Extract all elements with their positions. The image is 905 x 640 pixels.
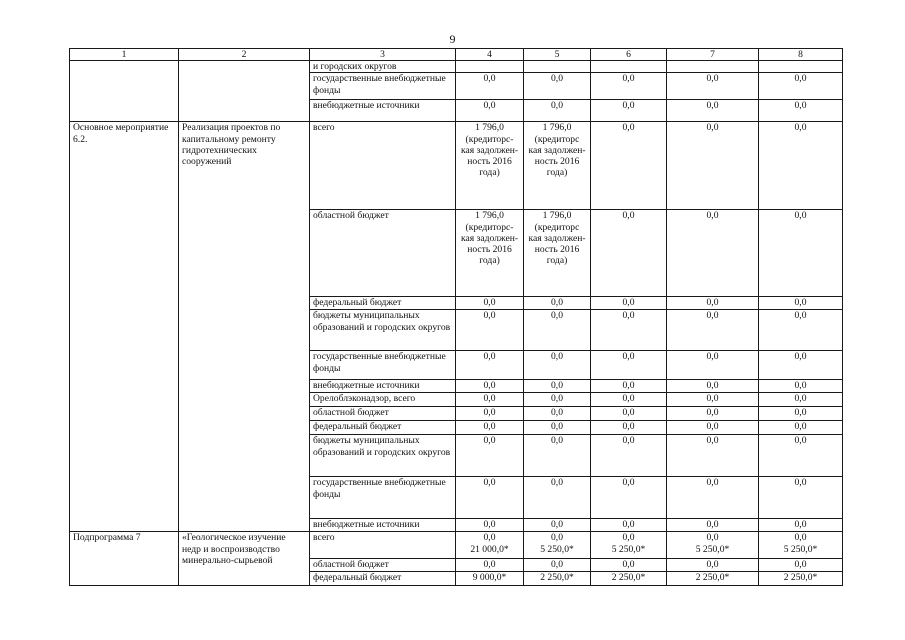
value-line: 0,0	[622, 532, 635, 544]
value-cell	[759, 532, 843, 559]
value-cell: 0,0	[591, 73, 667, 100]
value-cell: 0,0	[759, 559, 843, 572]
value-cell: 0,0	[591, 100, 667, 122]
header-cell: 8	[759, 49, 843, 61]
value-cell: 0,0	[591, 477, 667, 519]
value-cell: 0,0	[667, 210, 759, 297]
value-cell	[759, 61, 843, 73]
value-cell: 0,0	[759, 210, 843, 297]
value-cell: 0,0	[667, 435, 759, 477]
value-cell: 0,0	[759, 297, 843, 310]
funding-source-cell: областной бюджет	[310, 559, 456, 572]
value-cell: 2 250,0*	[667, 572, 759, 586]
activity-name-cell: «Геологическое изучение недр и воспроизводство минерально-сырьевой	[179, 532, 310, 586]
value-cell	[667, 532, 759, 559]
value-cell: 0,0	[667, 297, 759, 310]
value-cell: 0,0	[524, 421, 591, 435]
value-cell: 0,0	[667, 519, 759, 532]
value-cell: 0,0	[759, 393, 843, 407]
value-cell: 0,0	[591, 519, 667, 532]
value-cell: 0,0	[591, 407, 667, 421]
value-cell: 0,0	[456, 380, 524, 393]
value-line: 0,0	[551, 532, 563, 544]
funding-source-cell: государственные внебюджетные фонды	[310, 477, 456, 519]
value-cell: 0,0	[591, 310, 667, 351]
value-cell: 0,0	[456, 559, 524, 572]
value-cell: 0,0	[456, 407, 524, 421]
funding-source-cell: федеральный бюджет	[310, 421, 456, 435]
value-cell: 0,0	[456, 100, 524, 122]
value-cell: 0,0	[456, 393, 524, 407]
funding-source-cell: федеральный бюджет	[310, 572, 456, 586]
funding-source-cell: бюджеты муниципальных образований и городских округов	[310, 435, 456, 477]
value-cell: 0,0	[759, 73, 843, 100]
value-line: 0,0	[483, 532, 496, 544]
header-cell: 6	[591, 49, 667, 61]
funding-source-cell: всего	[310, 122, 456, 210]
value-cell: 0,0	[759, 122, 843, 210]
value-cell: 2 250,0*	[524, 572, 591, 586]
value-cell: 0,0	[759, 310, 843, 351]
value-cell: 0,0	[524, 393, 591, 407]
value-cell: 0,0	[456, 351, 524, 380]
value-cell: 0,0	[759, 100, 843, 122]
value-cell: 0,0	[667, 351, 759, 380]
activity-cell: Подпрограмма 7	[70, 532, 179, 586]
value-line: 5 250,0*	[783, 543, 818, 555]
value-line: 21 000,0*	[470, 543, 509, 555]
value-cell: 0,0	[591, 559, 667, 572]
funding-source-cell: Орелоблэконадзор, всего	[310, 393, 456, 407]
activity-cell: Основное мероприятие 6.2.	[70, 122, 179, 532]
value-cell: 1 796,0 (кредиторс кая задолжен-ность 2016 года)	[524, 122, 591, 210]
value-cell: 0,0	[456, 477, 524, 519]
value-cell: 0,0	[759, 435, 843, 477]
value-cell: 0,0	[667, 421, 759, 435]
value-cell: 0,0	[667, 100, 759, 122]
funding-source-cell: федеральный бюджет	[310, 297, 456, 310]
header-cell: 4	[456, 49, 524, 61]
value-cell: 0,0	[667, 380, 759, 393]
value-cell: 0,0	[667, 393, 759, 407]
value-cell: 0,0	[591, 393, 667, 407]
budget-table	[69, 48, 843, 586]
value-cell: 0,0	[524, 351, 591, 380]
value-cell	[524, 532, 591, 559]
value-cell: 0,0	[759, 380, 843, 393]
table-row	[70, 61, 843, 73]
value-cell: 0,0	[524, 297, 591, 310]
value-cell: 1 796,0 (кредиторс-кая задолжен-ность 2016 года)	[456, 122, 524, 210]
value-cell: 0,0	[667, 477, 759, 519]
header-cell: 1	[70, 49, 179, 61]
value-line: 5 250,0*	[540, 543, 574, 555]
header-cell: 5	[524, 49, 591, 61]
value-cell: 0,0	[591, 122, 667, 210]
header-row	[70, 49, 843, 61]
value-cell: 0,0	[591, 297, 667, 310]
value-cell	[456, 61, 524, 73]
value-cell	[591, 532, 667, 559]
value-cell: 0,0	[667, 310, 759, 351]
funding-source-cell: государственные внебюджетные фонды	[310, 351, 456, 380]
header-cell: 3	[310, 49, 456, 61]
name-cell-empty	[179, 61, 310, 122]
value-cell: 0,0	[524, 519, 591, 532]
table-row	[70, 122, 843, 210]
value-cell: 0,0	[456, 421, 524, 435]
funding-source-cell: областной бюджет	[310, 407, 456, 421]
activity-cell-empty	[70, 61, 179, 122]
funding-source-cell: внебюджетные источники	[310, 100, 456, 122]
value-cell: 1 796,0 (кредиторс кая задолжен-ность 2016 года)	[524, 210, 591, 297]
value-cell: 0,0	[456, 519, 524, 532]
value-cell: 0,0	[591, 351, 667, 380]
funding-source-cell: и городских округов	[310, 61, 456, 73]
value-cell: 0,0	[759, 351, 843, 380]
header-cell: 7	[667, 49, 759, 61]
value-cell: 0,0	[759, 477, 843, 519]
funding-source-cell: всего	[310, 532, 456, 559]
value-cell: 0,0	[456, 435, 524, 477]
value-cell: 0,0	[524, 559, 591, 572]
value-cell: 9 000,0*	[456, 572, 524, 586]
value-cell: 0,0	[456, 310, 524, 351]
header-cell: 2	[179, 49, 310, 61]
value-line: 5 250,0*	[695, 543, 730, 555]
value-cell: 0,0	[591, 435, 667, 477]
value-cell: 0,0	[667, 559, 759, 572]
value-cell: 0,0	[524, 380, 591, 393]
value-cell: 0,0	[456, 297, 524, 310]
value-cell: 0,0	[524, 407, 591, 421]
value-cell	[591, 61, 667, 73]
value-cell: 2 250,0*	[591, 572, 667, 586]
value-cell: 0,0	[524, 435, 591, 477]
funding-source-cell: бюджеты муниципальных образований и городских округов	[310, 310, 456, 351]
value-cell: 2 250,0*	[759, 572, 843, 586]
funding-source-cell: внебюджетные источники	[310, 380, 456, 393]
table-row	[70, 532, 843, 559]
value-cell: 0,0	[524, 477, 591, 519]
value-cell: 0,0	[667, 407, 759, 421]
value-cell: 0,0	[667, 122, 759, 210]
value-line: 5 250,0*	[611, 543, 646, 555]
value-cell	[667, 61, 759, 73]
value-cell: 0,0	[524, 100, 591, 122]
value-cell: 0,0	[591, 210, 667, 297]
value-cell: 0,0	[524, 73, 591, 100]
value-cell: 1 796,0 (кредиторс-кая задолжен-ность 2016 года)	[456, 210, 524, 297]
value-line: 0,0	[794, 532, 807, 544]
page-number: 9	[449, 32, 456, 46]
activity-name-cell: Реализация проектов по капитальному ремонту гидротехнических сооружений	[179, 122, 310, 532]
value-cell: 0,0	[759, 407, 843, 421]
funding-source-cell: областной бюджет	[310, 210, 456, 297]
value-cell	[456, 532, 524, 559]
value-cell: 0,0	[759, 421, 843, 435]
value-cell	[524, 61, 591, 73]
value-line: 0,0	[706, 532, 719, 544]
funding-source-cell: государственные внебюджетные фонды	[310, 73, 456, 100]
value-cell: 0,0	[759, 519, 843, 532]
value-cell: 0,0	[591, 380, 667, 393]
value-cell: 0,0	[456, 73, 524, 100]
value-cell: 0,0	[667, 73, 759, 100]
funding-source-cell: внебюджетные источники	[310, 519, 456, 532]
value-cell: 0,0	[524, 310, 591, 351]
value-cell: 0,0	[591, 421, 667, 435]
